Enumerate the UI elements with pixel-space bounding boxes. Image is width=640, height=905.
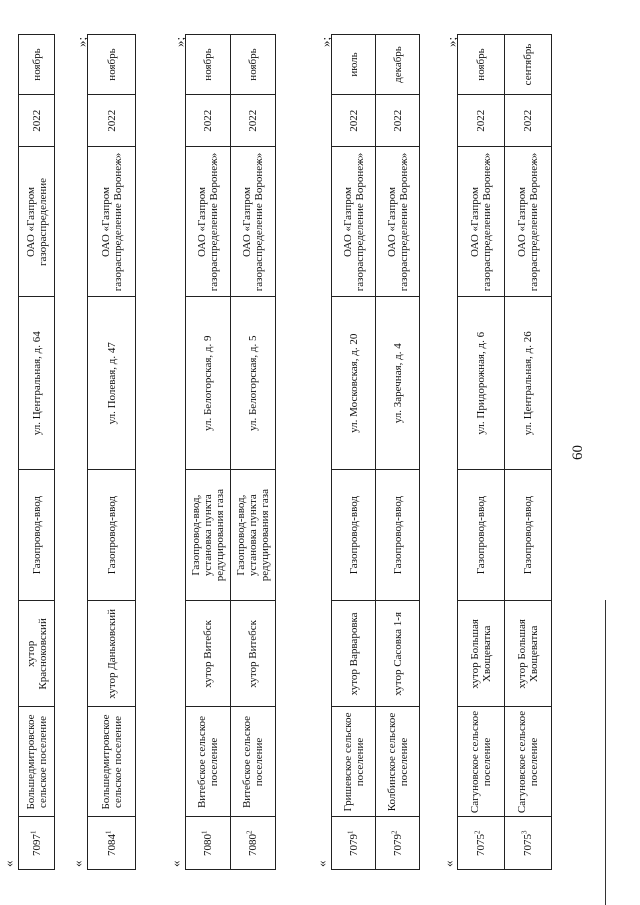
row-work: Газопровод-ввод bbox=[458, 470, 505, 601]
table-row bbox=[505, 35, 552, 870]
row-month: июль bbox=[332, 35, 376, 95]
table-group-5 bbox=[18, 34, 55, 870]
open-quote: « bbox=[314, 860, 329, 867]
table bbox=[87, 34, 136, 870]
open-quote: « bbox=[168, 860, 183, 867]
row-settlement: Сагуновское сельское поселение bbox=[458, 707, 505, 817]
table-row bbox=[231, 35, 276, 870]
row-year: 2022 bbox=[332, 95, 376, 148]
open-quote: « bbox=[1, 860, 16, 867]
row-year: 2022 bbox=[458, 95, 505, 148]
row-place: хутор Сасовка 1-я bbox=[376, 601, 420, 707]
row-org: ОАО «Газпром газораспределение Воронеж» bbox=[332, 147, 376, 297]
row-address: ул. Полевая, д. 47 bbox=[88, 297, 136, 470]
row-place: хутор Витебск bbox=[231, 601, 276, 707]
row-year: 2022 bbox=[376, 95, 420, 148]
page-number: 60 bbox=[570, 445, 586, 460]
close-quote: »; bbox=[444, 36, 459, 47]
row-settlement: Большедмитровское сельское поселение bbox=[88, 707, 136, 817]
row-work: Газопровод-ввод, установка пункта редуцирования газа bbox=[231, 470, 276, 601]
row-org: ОАО «Газпром газораспределение Воронеж» bbox=[186, 147, 231, 297]
row-address: ул. Центральная, д. 64 bbox=[19, 297, 55, 470]
row-address: ул. Белогорская, д. 5 bbox=[231, 297, 276, 470]
row-code: 7075$^2$ bbox=[458, 817, 505, 870]
row-month: ноябрь bbox=[231, 35, 276, 95]
table-row bbox=[88, 35, 136, 870]
table-group-3 bbox=[185, 34, 276, 870]
row-work: Газопровод-ввод bbox=[19, 470, 55, 601]
row-address: ул. Придорожная, д. 6 bbox=[458, 297, 505, 470]
table-group-1 bbox=[457, 34, 552, 870]
close-quote: »; bbox=[172, 36, 187, 47]
row-settlement: Витебское сельское поселение bbox=[186, 707, 231, 817]
row-code: 7080$^2$ bbox=[231, 817, 276, 870]
row-settlement: Колбинское сельское поселение bbox=[376, 707, 420, 817]
table-row bbox=[19, 35, 55, 870]
row-code: 7075$^3$ bbox=[505, 817, 552, 870]
row-work: Газопровод-ввод bbox=[88, 470, 136, 601]
row-org: ОАО «Газпром газораспределение Воронеж» bbox=[458, 147, 505, 297]
row-year: 2022 bbox=[505, 95, 552, 148]
row-settlement: Витебское сельское поселение bbox=[231, 707, 276, 817]
row-place: хутор Варваровка bbox=[332, 601, 376, 707]
row-work: Газопровод-ввод bbox=[376, 470, 420, 601]
row-month: ноябрь bbox=[88, 35, 136, 95]
table-row bbox=[458, 35, 505, 870]
table bbox=[457, 34, 552, 870]
row-place: хутор Большая Хвощеватка bbox=[505, 601, 552, 707]
row-address: ул. Заречная, д. 4 bbox=[376, 297, 420, 470]
row-month: сентябрь bbox=[505, 35, 552, 95]
row-place: хутор Витебск bbox=[186, 601, 231, 707]
row-code: 7079$^1$ bbox=[332, 817, 376, 870]
row-year: 2022 bbox=[186, 95, 231, 148]
row-org: ОАО «Газпром газораспределение Воронеж» bbox=[88, 147, 136, 297]
row-org: ОАО «Газпром газораспределение Воронеж» bbox=[505, 147, 552, 297]
open-quote: « bbox=[441, 860, 456, 867]
open-quote: « bbox=[70, 860, 85, 867]
row-address: ул. Московская, д. 20 bbox=[332, 297, 376, 470]
row-work: Газопровод-ввод, установка пункта редуцирования газа bbox=[186, 470, 231, 601]
row-place: хутор Красноковский bbox=[19, 601, 55, 707]
close-quote: »; bbox=[74, 36, 89, 47]
row-settlement: Большедмитровское сельское поселение bbox=[19, 707, 55, 817]
row-org: ОАО «Газпром газораспределение Воронеж» bbox=[231, 147, 276, 297]
row-place: хутор Даньковский bbox=[88, 601, 136, 707]
row-month: ноябрь bbox=[186, 35, 231, 95]
row-year: 2022 bbox=[231, 95, 276, 148]
table bbox=[18, 34, 55, 870]
row-org: ОАО «Газпром газораспределение Воронеж» bbox=[376, 147, 420, 297]
row-place: хутор Большая Хвощеватка bbox=[458, 601, 505, 707]
row-year: 2022 bbox=[19, 95, 55, 148]
row-code: 7097$^1$ bbox=[19, 817, 55, 870]
row-settlement: Сагуновское сельское поселение bbox=[505, 707, 552, 817]
table-group-4 bbox=[87, 34, 136, 870]
footer-rule bbox=[605, 600, 606, 905]
row-code: 7080$^1$ bbox=[186, 817, 231, 870]
table bbox=[331, 34, 420, 870]
row-work: Газопровод-ввод bbox=[505, 470, 552, 601]
table-row bbox=[376, 35, 420, 870]
table-row bbox=[332, 35, 376, 870]
row-address: ул. Белогорская, д. 9 bbox=[186, 297, 231, 470]
row-settlement: Гришевское сельское поселение bbox=[332, 707, 376, 817]
row-address: ул. Центральная, д. 26 bbox=[505, 297, 552, 470]
row-year: 2022 bbox=[88, 95, 136, 148]
row-code: 7084$^1$ bbox=[88, 817, 136, 870]
table-row bbox=[186, 35, 231, 870]
table bbox=[185, 34, 276, 870]
close-quote: »; bbox=[318, 36, 333, 47]
row-month: ноябрь bbox=[458, 35, 505, 95]
row-code: 7079$^2$ bbox=[376, 817, 420, 870]
table-group-2 bbox=[331, 34, 420, 870]
row-month: ноябрь bbox=[19, 35, 55, 95]
row-month: декабрь bbox=[376, 35, 420, 95]
row-org: ОАО «Газпром газораспределение bbox=[19, 147, 55, 297]
row-work: Газопровод-ввод bbox=[332, 470, 376, 601]
